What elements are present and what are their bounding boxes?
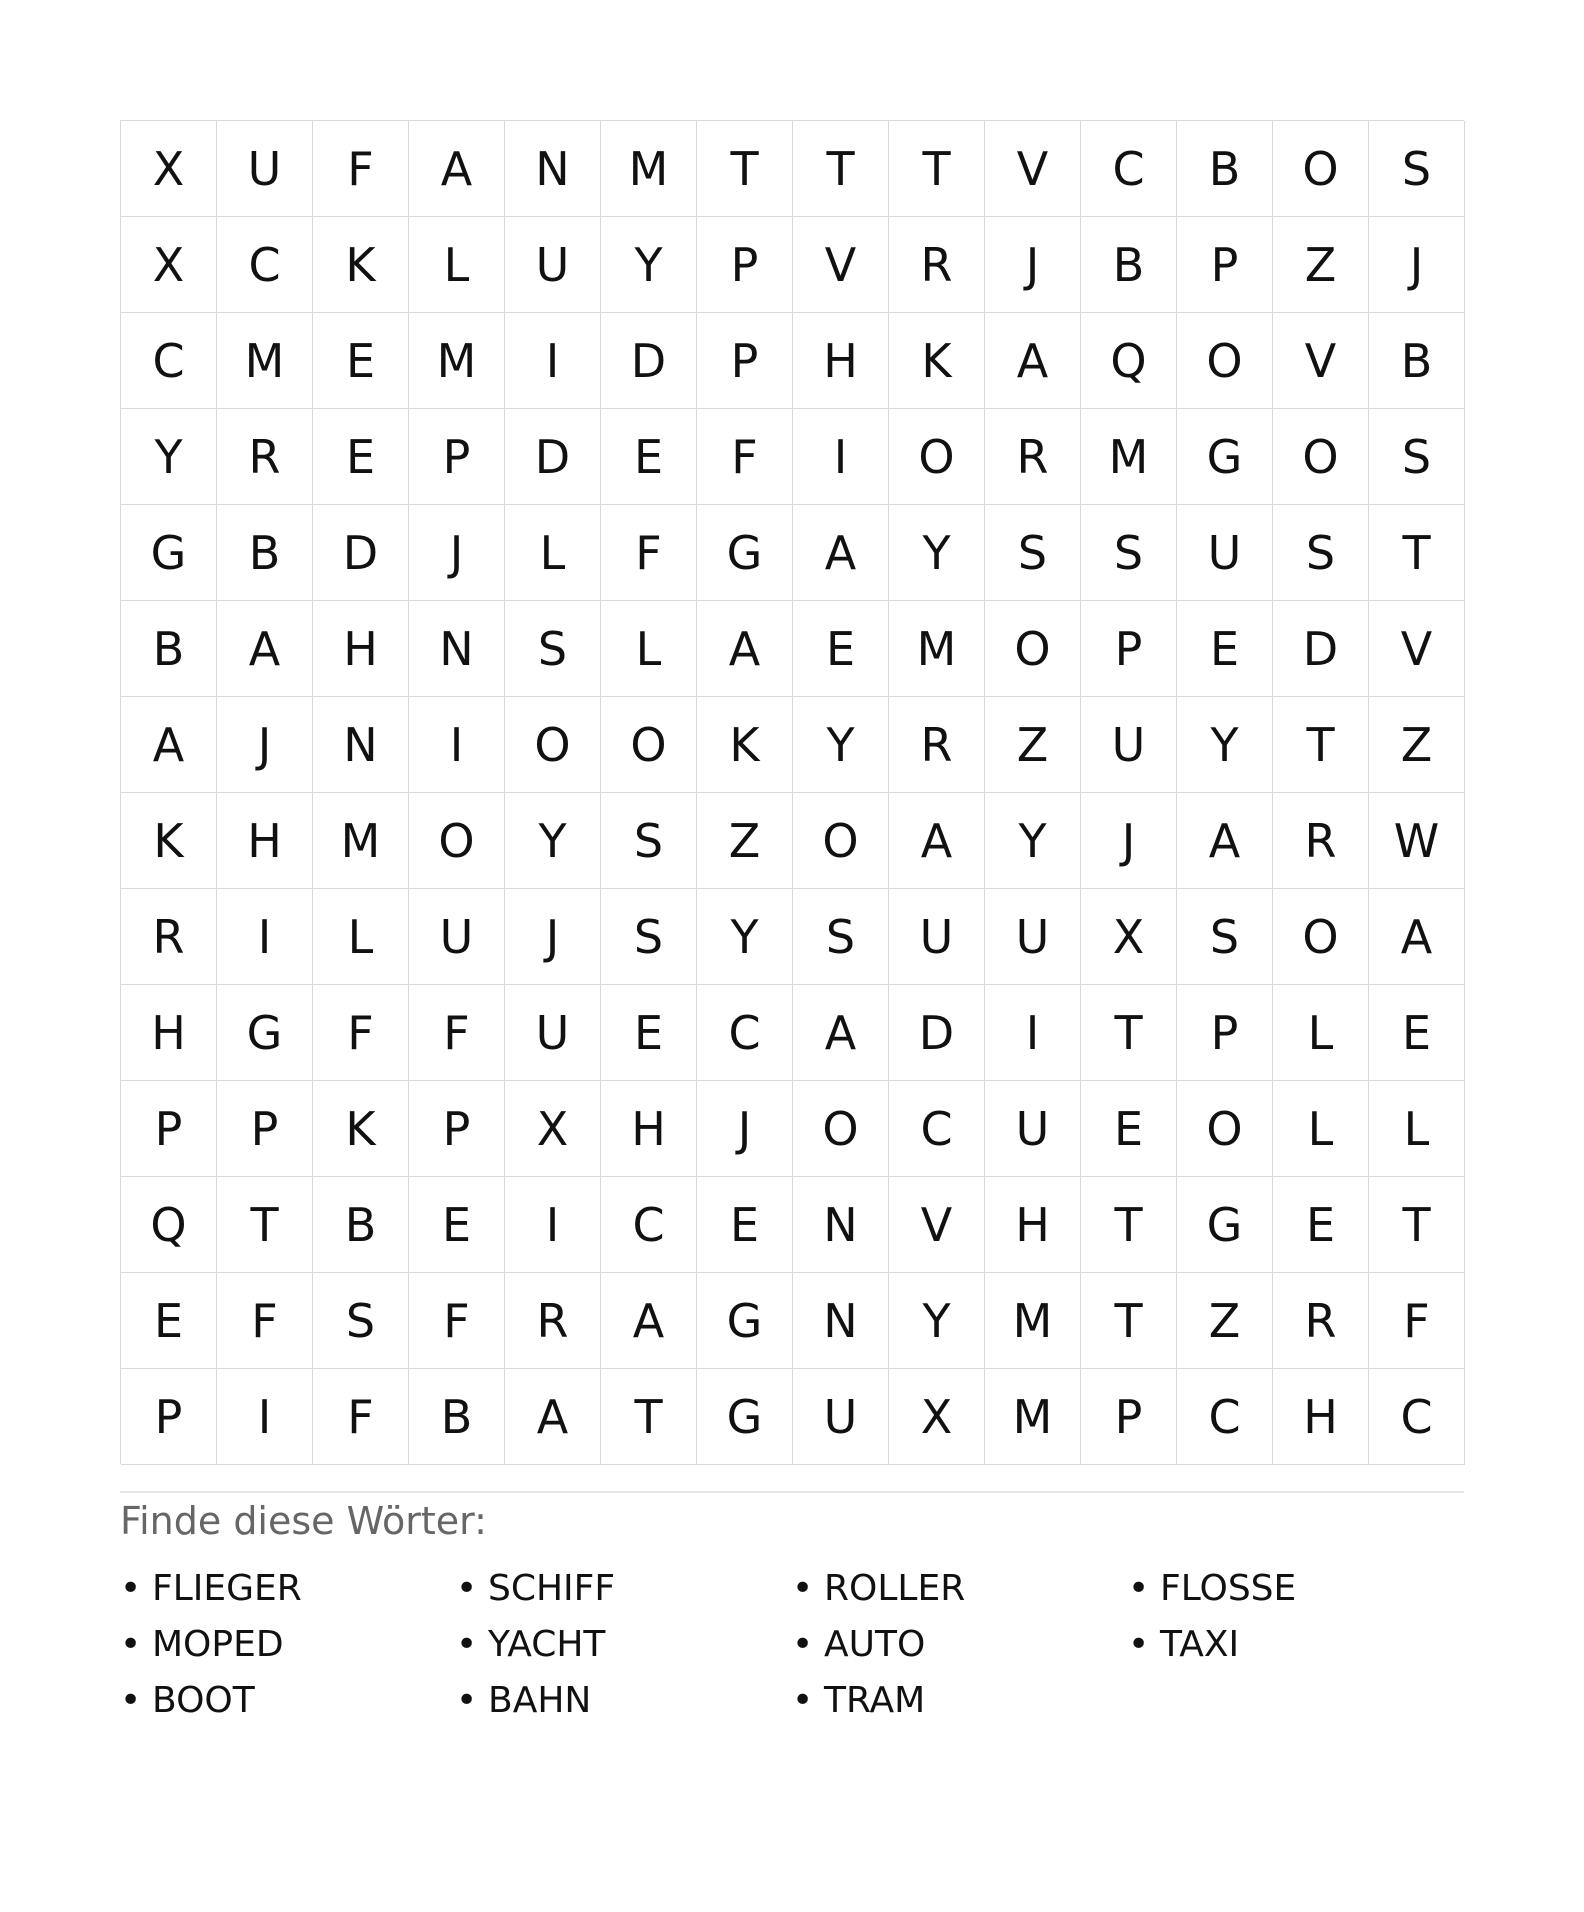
grid-cell[interactable]: K	[313, 1081, 409, 1177]
grid-cell[interactable]: O	[793, 1081, 889, 1177]
grid-cell[interactable]: H	[313, 601, 409, 697]
grid-cell[interactable]: A	[985, 313, 1081, 409]
grid-cell[interactable]: L	[1273, 985, 1369, 1081]
grid-cell[interactable]: O	[1177, 313, 1273, 409]
grid-cell[interactable]: J	[1369, 217, 1465, 313]
grid-cell[interactable]: E	[313, 313, 409, 409]
grid-cell[interactable]: Q	[121, 1177, 217, 1273]
grid-cell[interactable]: M	[985, 1273, 1081, 1369]
grid-cell[interactable]: Q	[1081, 313, 1177, 409]
grid-cell[interactable]: C	[1177, 1369, 1273, 1465]
grid-cell[interactable]: G	[1177, 1177, 1273, 1273]
word-list-item	[456, 1560, 792, 1616]
word-list-heading: Finde diese Wörter:	[120, 1499, 487, 1543]
grid-cell[interactable]: E	[1177, 601, 1273, 697]
grid-cell[interactable]: A	[121, 697, 217, 793]
grid-cell[interactable]: J	[697, 1081, 793, 1177]
grid-cell[interactable]: T	[1081, 1177, 1177, 1273]
grid-cell[interactable]: P	[697, 313, 793, 409]
grid-cell[interactable]: D	[505, 409, 601, 505]
bullet-icon: •	[120, 1623, 142, 1665]
grid-cell[interactable]: R	[889, 217, 985, 313]
word-label: MOPED	[152, 1623, 284, 1665]
grid-cell[interactable]: L	[1369, 1081, 1465, 1177]
grid-cell[interactable]: J	[505, 889, 601, 985]
grid-cell[interactable]: Z	[1273, 217, 1369, 313]
grid-cell[interactable]: O	[1177, 1081, 1273, 1177]
grid-cell[interactable]: O	[793, 793, 889, 889]
grid-cell[interactable]: Y	[697, 889, 793, 985]
grid-cell[interactable]: U	[793, 1369, 889, 1465]
word-list-item	[120, 1560, 456, 1616]
grid-cell[interactable]: C	[601, 1177, 697, 1273]
grid-cell[interactable]: L	[313, 889, 409, 985]
grid-cell[interactable]: A	[217, 601, 313, 697]
grid-cell[interactable]: P	[409, 1081, 505, 1177]
grid-cell[interactable]: G	[697, 505, 793, 601]
word-label: BAHN	[488, 1679, 592, 1721]
grid-cell[interactable]: T	[793, 121, 889, 217]
grid-cell[interactable]: V	[889, 1177, 985, 1273]
grid-cell[interactable]: A	[409, 121, 505, 217]
grid-cell[interactable]: F	[313, 1369, 409, 1465]
grid-cell[interactable]: P	[121, 1081, 217, 1177]
grid-cell[interactable]: U	[409, 889, 505, 985]
grid-cell[interactable]: P	[409, 409, 505, 505]
grid-cell[interactable]: D	[313, 505, 409, 601]
word-list-item	[456, 1672, 792, 1728]
grid-cell[interactable]: E	[313, 409, 409, 505]
bullet-icon: •	[456, 1623, 478, 1665]
grid-cell[interactable]: B	[217, 505, 313, 601]
grid-cell[interactable]: U	[505, 985, 601, 1081]
grid-cell[interactable]: Z	[697, 793, 793, 889]
grid-cell[interactable]: F	[697, 409, 793, 505]
grid-cell[interactable]: M	[985, 1369, 1081, 1465]
grid-cell[interactable]: B	[409, 1369, 505, 1465]
grid-cell[interactable]: D	[1273, 601, 1369, 697]
bullet-icon: •	[792, 1679, 814, 1721]
grid-cell[interactable]: A	[1369, 889, 1465, 985]
grid-cell[interactable]: E	[601, 985, 697, 1081]
grid-cell[interactable]: N	[313, 697, 409, 793]
grid-cell[interactable]: G	[1177, 409, 1273, 505]
grid-cell[interactable]: N	[793, 1273, 889, 1369]
grid-cell[interactable]: F	[601, 505, 697, 601]
grid-cell[interactable]: H	[985, 1177, 1081, 1273]
grid-cell[interactable]: Z	[985, 697, 1081, 793]
grid-cell[interactable]: I	[217, 889, 313, 985]
grid-cell[interactable]: L	[505, 505, 601, 601]
grid-cell[interactable]: L	[409, 217, 505, 313]
grid-cell[interactable]: U	[1081, 697, 1177, 793]
grid-cell[interactable]: S	[1177, 889, 1273, 985]
grid-cell[interactable]: E	[601, 409, 697, 505]
grid-cell[interactable]: T	[697, 121, 793, 217]
grid-cell[interactable]: F	[217, 1273, 313, 1369]
grid-cell[interactable]: Z	[1177, 1273, 1273, 1369]
grid-cell[interactable]: H	[793, 313, 889, 409]
grid-cell[interactable]: B	[313, 1177, 409, 1273]
grid-cell[interactable]: F	[409, 1273, 505, 1369]
grid-cell[interactable]: U	[889, 889, 985, 985]
grid-cell[interactable]: O	[985, 601, 1081, 697]
grid-cell[interactable]: E	[1273, 1177, 1369, 1273]
grid-cell[interactable]: T	[1081, 1273, 1177, 1369]
grid-cell[interactable]: F	[313, 121, 409, 217]
grid-cell[interactable]: A	[505, 1369, 601, 1465]
grid-cell[interactable]: C	[1369, 1369, 1465, 1465]
word-list-item	[1128, 1560, 1464, 1616]
grid-cell[interactable]: O	[505, 697, 601, 793]
grid-cell[interactable]: G	[217, 985, 313, 1081]
grid-cell[interactable]: K	[313, 217, 409, 313]
grid-cell[interactable]: E	[697, 1177, 793, 1273]
grid-cell[interactable]: A	[793, 505, 889, 601]
grid-cell[interactable]: Y	[889, 1273, 985, 1369]
grid-cell[interactable]: S	[1081, 505, 1177, 601]
grid-cell[interactable]: R	[121, 889, 217, 985]
grid-cell[interactable]: A	[697, 601, 793, 697]
grid-cell[interactable]: U	[505, 217, 601, 313]
grid-cell[interactable]: A	[1177, 793, 1273, 889]
grid-cell[interactable]: M	[1081, 409, 1177, 505]
grid-cell[interactable]: E	[1081, 1081, 1177, 1177]
grid-cell[interactable]: J	[409, 505, 505, 601]
word-label: BOOT	[152, 1679, 255, 1721]
bullet-icon: •	[120, 1567, 142, 1609]
grid-cell[interactable]: M	[313, 793, 409, 889]
grid-cell[interactable]: G	[121, 505, 217, 601]
word-label: TRAM	[824, 1679, 926, 1721]
bullet-icon: •	[120, 1679, 142, 1721]
grid-cell[interactable]: E	[1369, 985, 1465, 1081]
grid-cell[interactable]: T	[1273, 697, 1369, 793]
bullet-icon: •	[1128, 1623, 1150, 1665]
word-list-item	[120, 1616, 456, 1672]
grid-cell[interactable]: S	[505, 601, 601, 697]
word-list-item	[456, 1616, 792, 1672]
word-list-item	[792, 1616, 1128, 1672]
grid-cell[interactable]: O	[1273, 121, 1369, 217]
grid-cell[interactable]: M	[889, 601, 985, 697]
grid-cell[interactable]: I	[985, 985, 1081, 1081]
grid-cell[interactable]: Y	[601, 217, 697, 313]
grid-cell[interactable]: U	[217, 121, 313, 217]
bullet-icon: •	[792, 1623, 814, 1665]
grid-cell[interactable]: B	[1177, 121, 1273, 217]
grid-cell[interactable]: E	[409, 1177, 505, 1273]
grid-cell[interactable]: T	[889, 121, 985, 217]
word-label: FLIEGER	[152, 1567, 302, 1609]
grid-cell[interactable]: R	[505, 1273, 601, 1369]
grid-cell[interactable]: W	[1369, 793, 1465, 889]
word-list	[120, 1560, 1464, 1728]
grid-cell[interactable]: S	[601, 793, 697, 889]
grid-cell[interactable]: E	[793, 601, 889, 697]
word-label: AUTO	[824, 1623, 926, 1665]
grid-cell[interactable]: C	[1081, 121, 1177, 217]
grid-cell[interactable]: I	[793, 409, 889, 505]
grid-cell[interactable]: P	[697, 217, 793, 313]
grid-cell[interactable]: D	[889, 985, 985, 1081]
word-list-item	[1128, 1616, 1464, 1672]
grid-cell[interactable]: P	[121, 1369, 217, 1465]
grid-cell[interactable]: T	[1369, 1177, 1465, 1273]
grid-cell[interactable]: I	[217, 1369, 313, 1465]
grid-cell[interactable]: X	[121, 217, 217, 313]
grid-cell[interactable]: X	[889, 1369, 985, 1465]
grid-cell[interactable]: U	[985, 889, 1081, 985]
grid-cell[interactable]: A	[793, 985, 889, 1081]
grid-cell[interactable]: C	[217, 217, 313, 313]
word-list-item	[792, 1672, 1128, 1728]
grid-cell[interactable]: Y	[793, 697, 889, 793]
grid-cell[interactable]: U	[985, 1081, 1081, 1177]
word-label: SCHIFF	[488, 1567, 616, 1609]
grid-cell[interactable]: X	[505, 1081, 601, 1177]
grid-cell[interactable]: R	[889, 697, 985, 793]
grid-cell[interactable]: O	[1273, 409, 1369, 505]
grid-cell[interactable]: V	[793, 217, 889, 313]
grid-cell[interactable]: M	[409, 313, 505, 409]
grid-cell[interactable]: N	[409, 601, 505, 697]
grid-cell[interactable]: J	[1081, 793, 1177, 889]
grid-cell[interactable]: H	[217, 793, 313, 889]
word-label: ROLLER	[824, 1567, 966, 1609]
grid-cell[interactable]: T	[601, 1369, 697, 1465]
grid-cell[interactable]: P	[1177, 985, 1273, 1081]
grid-cell[interactable]: Y	[505, 793, 601, 889]
grid-cell[interactable]: K	[121, 793, 217, 889]
grid-cell[interactable]: F	[409, 985, 505, 1081]
grid-cell[interactable]: S	[1369, 409, 1465, 505]
bullet-icon: •	[456, 1679, 478, 1721]
grid-cell[interactable]: I	[409, 697, 505, 793]
letter-grid	[120, 120, 1464, 1464]
grid-cell[interactable]: Y	[121, 409, 217, 505]
word-list-item	[792, 1560, 1128, 1616]
grid-cell[interactable]: H	[1273, 1369, 1369, 1465]
grid-cell[interactable]: S	[601, 889, 697, 985]
grid-cell[interactable]: F	[1369, 1273, 1465, 1369]
grid-cell[interactable]: V	[1273, 313, 1369, 409]
grid-cell[interactable]: T	[1081, 985, 1177, 1081]
grid-cell[interactable]: M	[601, 121, 697, 217]
grid-cell[interactable]: A	[889, 793, 985, 889]
grid-cell[interactable]: C	[889, 1081, 985, 1177]
grid-cell[interactable]: R	[217, 409, 313, 505]
divider	[120, 1491, 1464, 1493]
grid-cell[interactable]: C	[697, 985, 793, 1081]
grid-cell[interactable]: V	[1369, 601, 1465, 697]
grid-cell[interactable]: S	[985, 505, 1081, 601]
grid-cell[interactable]: D	[601, 313, 697, 409]
word-label: YACHT	[488, 1623, 606, 1665]
grid-cell[interactable]: Z	[1369, 697, 1465, 793]
grid-cell[interactable]: T	[1369, 505, 1465, 601]
grid-cell[interactable]: L	[1273, 1081, 1369, 1177]
grid-cell[interactable]: C	[121, 313, 217, 409]
grid-cell[interactable]: M	[217, 313, 313, 409]
grid-cell[interactable]: S	[1273, 505, 1369, 601]
grid-cell[interactable]: S	[1369, 121, 1465, 217]
grid-cell[interactable]: O	[1273, 889, 1369, 985]
grid-cell[interactable]: L	[601, 601, 697, 697]
grid-cell[interactable]: U	[1177, 505, 1273, 601]
grid-cell[interactable]: P	[1177, 217, 1273, 313]
grid-cell[interactable]: B	[121, 601, 217, 697]
grid-cell[interactable]: R	[985, 409, 1081, 505]
grid-cell[interactable]: R	[1273, 793, 1369, 889]
bullet-icon: •	[456, 1567, 478, 1609]
grid-cell[interactable]: E	[121, 1273, 217, 1369]
grid-cell[interactable]: X	[1081, 889, 1177, 985]
grid-cell[interactable]: G	[697, 1273, 793, 1369]
grid-cell[interactable]: P	[1081, 601, 1177, 697]
grid-cell[interactable]: K	[697, 697, 793, 793]
grid-cell[interactable]: B	[1369, 313, 1465, 409]
grid-cell[interactable]: Y	[1177, 697, 1273, 793]
grid-cell[interactable]: O	[889, 409, 985, 505]
grid-cell[interactable]: G	[697, 1369, 793, 1465]
word-list-item	[120, 1672, 456, 1728]
grid-cell[interactable]: I	[505, 1177, 601, 1273]
grid-cell[interactable]: F	[313, 985, 409, 1081]
grid-cell[interactable]: Y	[889, 505, 985, 601]
grid-cell[interactable]: S	[793, 889, 889, 985]
grid-cell[interactable]: S	[313, 1273, 409, 1369]
grid-cell[interactable]: B	[1081, 217, 1177, 313]
grid-cell[interactable]: H	[601, 1081, 697, 1177]
grid-cell[interactable]: O	[601, 697, 697, 793]
grid-cell[interactable]: I	[505, 313, 601, 409]
word-label: TAXI	[1160, 1623, 1240, 1665]
grid-cell[interactable]: J	[985, 217, 1081, 313]
grid-cell[interactable]: X	[121, 121, 217, 217]
grid-cell[interactable]: N	[505, 121, 601, 217]
grid-cell[interactable]: P	[1081, 1369, 1177, 1465]
grid-cell[interactable]: R	[1273, 1273, 1369, 1369]
word-label: FLOSSE	[1160, 1567, 1297, 1609]
bullet-icon: •	[792, 1567, 814, 1609]
grid-cell[interactable]: K	[889, 313, 985, 409]
grid-cell[interactable]: P	[217, 1081, 313, 1177]
grid-cell[interactable]: O	[409, 793, 505, 889]
grid-cell[interactable]: J	[217, 697, 313, 793]
grid-cell[interactable]: V	[985, 121, 1081, 217]
grid-cell[interactable]: Y	[985, 793, 1081, 889]
grid-cell[interactable]: T	[217, 1177, 313, 1273]
grid-cell[interactable]: N	[793, 1177, 889, 1273]
grid-cell[interactable]: A	[601, 1273, 697, 1369]
bullet-icon: •	[1128, 1567, 1150, 1609]
grid-cell[interactable]: H	[121, 985, 217, 1081]
